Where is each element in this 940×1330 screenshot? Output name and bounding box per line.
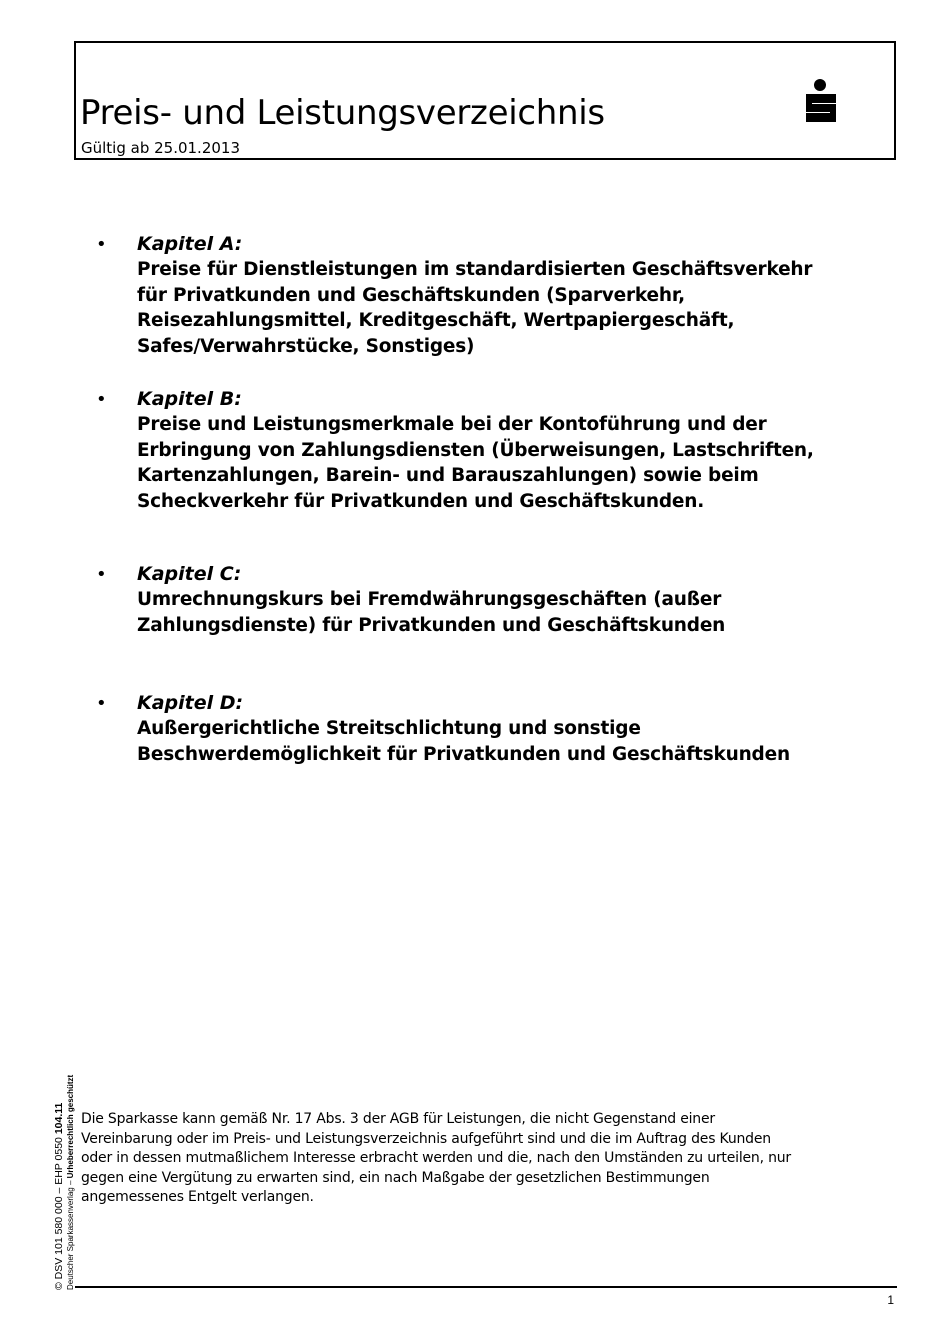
footer-divider: [75, 1286, 897, 1288]
description-line: Außergerichtliche Streitschlichtung und sonstige: [137, 718, 641, 739]
description-line: für Privatkunden und Geschäftskunden (Sparverkehr,: [137, 284, 685, 306]
form-number: 104.11: [53, 1102, 65, 1135]
chapter-title: Kapitel D:: [137, 692, 244, 714]
chapter-title: Kapitel C:: [137, 563, 242, 585]
publisher-line: [66, 1075, 76, 1290]
footnote-line: gegen eine Vergütung zu erwarten sind, ein nach Maßgabe der gesetzlichen Bestimmungen: [81, 1169, 710, 1186]
copyright-notice: Urheberrechtlich geschützt: [66, 1074, 75, 1179]
description-line: Beschwerdemöglichkeit für Privatkunden und Geschäftskunden: [137, 743, 790, 765]
page-number: 1: [887, 1293, 894, 1307]
description-line: Umrechnungskurs bei Fremdwährungsgeschäften (außer: [137, 589, 722, 610]
bullet: •: [96, 389, 107, 410]
bullet: •: [96, 693, 107, 714]
description-line: Erbringung von Zahlungsdiensten (Überweisungen, Lastschriften,: [137, 439, 814, 461]
description-line: Safes/Verwahrstücke, Sonstiges): [137, 336, 475, 358]
copyright-prefix: © DSV 101 580 000 – EHP 0550: [53, 1134, 65, 1290]
copyright-side-note: [53, 1075, 76, 1290]
chapter-description: [137, 257, 882, 360]
bullet: •: [96, 564, 107, 585]
chapter-title: Kapitel A:: [137, 233, 243, 255]
validity-date: Gültig ab 25.01.2013: [81, 139, 241, 157]
description-line: Scheckverkehr für Privatkunden und Geschäftskunden.: [137, 491, 705, 513]
chapter-description: [137, 716, 882, 767]
description-line: Reisezahlungsmittel, Kreditgeschäft, Wertpapiergeschäft,: [137, 310, 735, 332]
copyright-line: [53, 1075, 66, 1290]
footnote-line: Die Sparkasse kann gemäß Nr. 17 Abs. 3 der AGB für Leistungen, die nicht Gegenstand einer: [81, 1111, 715, 1127]
footnote: [81, 1110, 896, 1208]
chapter-description: [137, 412, 882, 515]
chapter-title: Kapitel B:: [137, 388, 242, 410]
description-line: Preise für Dienstleistungen im standardisierten Geschäftsverkehr: [137, 259, 813, 280]
sparkasse-logo-icon: [800, 78, 842, 130]
publisher-name: Deutscher Sparkassenverlag –: [66, 1178, 75, 1290]
description-line: Zahlungsdienste) für Privatkunden und Geschäftskunden: [137, 614, 726, 636]
page-title: Preis- und Leistungsverzeichnis: [80, 93, 605, 133]
description-line: Preise und Leistungsmerkmale bei der Kontoführung und der: [137, 414, 767, 435]
description-line: Kartenzahlungen, Barein- und Barauszahlungen) sowie beim: [137, 465, 759, 487]
footnote-line: angemessenes Entgelt verlangen.: [81, 1189, 314, 1205]
footnote-line: Vereinbarung oder im Preis- und Leistungsverzeichnis aufgeführt sind und die im Auftrag des Kunden: [81, 1130, 771, 1147]
chapter-description: [137, 587, 882, 638]
footnote-line: oder in dessen mutmaßlichem Interesse erbracht werden und die, nach den Umständen zu urteilen, nur: [81, 1150, 791, 1166]
bullet: •: [96, 234, 107, 255]
